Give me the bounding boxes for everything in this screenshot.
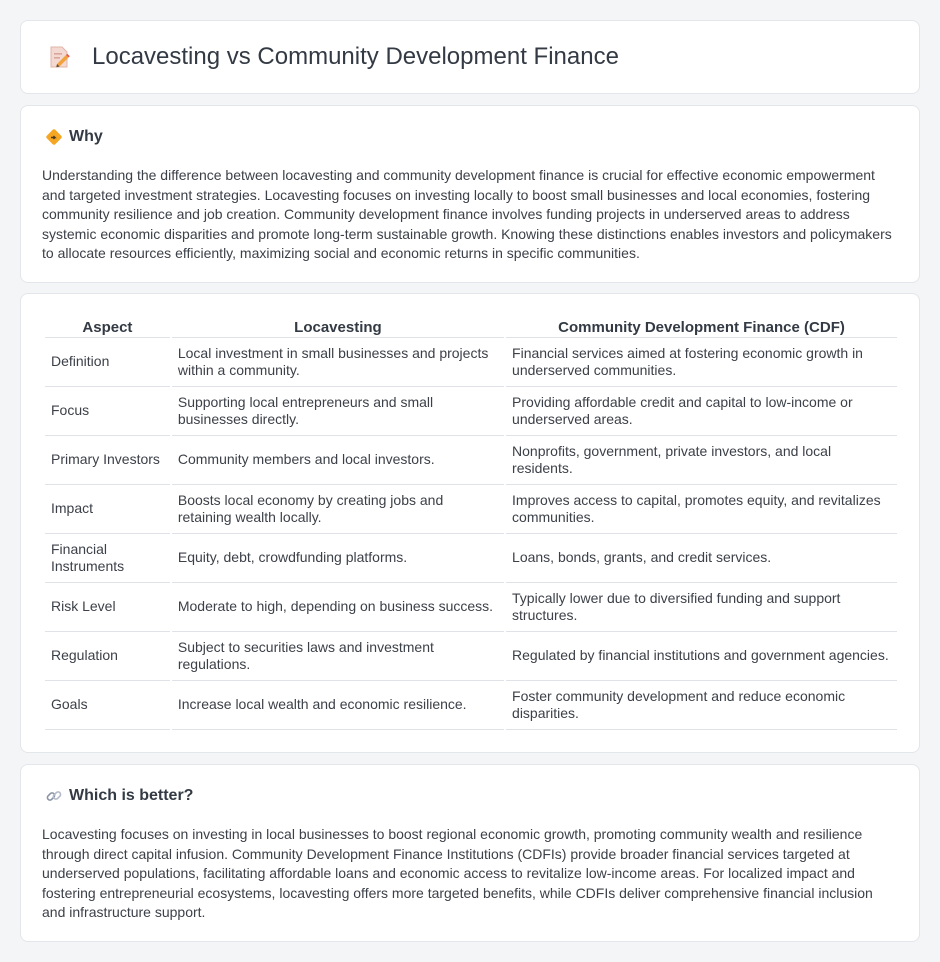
table-row — [45, 387, 897, 436]
better-heading: Which is better? — [69, 787, 194, 804]
aspect-cell: Regulation — [45, 632, 170, 681]
table-row — [45, 338, 897, 387]
header-aspect: Aspect — [45, 316, 170, 338]
table-row — [45, 485, 897, 534]
aspect-cell: Definition — [45, 338, 170, 387]
locavesting-cell: Equity, debt, crowdfunding platforms. — [172, 534, 504, 583]
pencil-document-icon — [46, 44, 72, 70]
table-row — [45, 583, 897, 632]
diamond-sign-icon — [45, 128, 63, 146]
why-heading: Why — [69, 128, 103, 145]
locavesting-cell: Subject to securities laws and investment regulations. — [172, 632, 504, 681]
cdf-cell: Foster community development and reduce economic disparities. — [506, 681, 897, 730]
locavesting-cell: Boosts local economy by creating jobs and retaining wealth locally. — [172, 485, 504, 534]
cdf-cell: Improves access to capital, promotes equity, and revitalizes communities. — [506, 485, 897, 534]
aspect-cell: Financial Instruments — [45, 534, 170, 583]
why-section — [20, 105, 920, 283]
aspect-cell: Goals — [45, 681, 170, 730]
locavesting-cell: Increase local wealth and economic resilience. — [172, 681, 504, 730]
aspect-cell: Focus — [45, 387, 170, 436]
locavesting-cell: Supporting local entrepreneurs and small businesses directly. — [172, 387, 504, 436]
locavesting-cell: Local investment in small businesses and projects within a community. — [172, 338, 504, 387]
aspect-cell: Impact — [45, 485, 170, 534]
comparison-card — [20, 293, 920, 753]
which-is-better-section — [20, 764, 920, 942]
table-header-row — [45, 316, 897, 338]
cdf-cell: Regulated by financial institutions and government agencies. — [506, 632, 897, 681]
table-row — [45, 534, 897, 583]
cdf-cell: Loans, bonds, grants, and credit services. — [506, 534, 897, 583]
aspect-cell: Risk Level — [45, 583, 170, 632]
header-cdf: Community Development Finance (CDF) — [506, 316, 897, 338]
locavesting-cell: Moderate to high, depending on business success. — [172, 583, 504, 632]
locavesting-cell: Community members and local investors. — [172, 436, 504, 485]
table-row — [45, 436, 897, 485]
why-body: Understanding the difference between locavesting and community development finance is crucial for effective economic empowerment and targeted investment strategies. Locavesting focuses on investing locally to boost small businesses and local economies, fostering community resilience and job creation. Community development finance involves funding projects in underserved areas to address systemic economic disparities and promote long-term sustainable growth. Knowing these distinctions enables investors and policymakers to allocate resources efficiently, maximizing social and economic returns in specific communities. — [42, 167, 892, 262]
header-locavesting: Locavesting — [172, 316, 504, 338]
title-card — [20, 20, 920, 94]
page-title: Locavesting vs Community Development Finance — [92, 43, 619, 70]
better-body: Locavesting focuses on investing in local businesses to boost regional economic growth, promoting community wealth and resilience through direct capital infusion. Community Development Finance Institutions (CDFIs) provide broader financial services targeted at underserved populations, facilitating affordable loans and economic access to revitalize low-income areas. For localized impact and fostering entrepreneurial ecosystems, locavesting offers more targeted benefits, while CDFIs deliver comprehensive financial inclusion and infrastructure support. — [42, 826, 873, 921]
table-row — [45, 681, 897, 730]
comparison-table — [43, 316, 899, 730]
cdf-cell: Financial services aimed at fostering economic growth in underserved communities. — [506, 338, 897, 387]
cdf-cell: Nonprofits, government, private investors, and local residents. — [506, 436, 897, 485]
cdf-cell: Typically lower due to diversified funding and support structures. — [506, 583, 897, 632]
aspect-cell: Primary Investors — [45, 436, 170, 485]
table-row — [45, 632, 897, 681]
cdf-cell: Providing affordable credit and capital to low-income or underserved areas. — [506, 387, 897, 436]
link-icon — [45, 787, 63, 805]
